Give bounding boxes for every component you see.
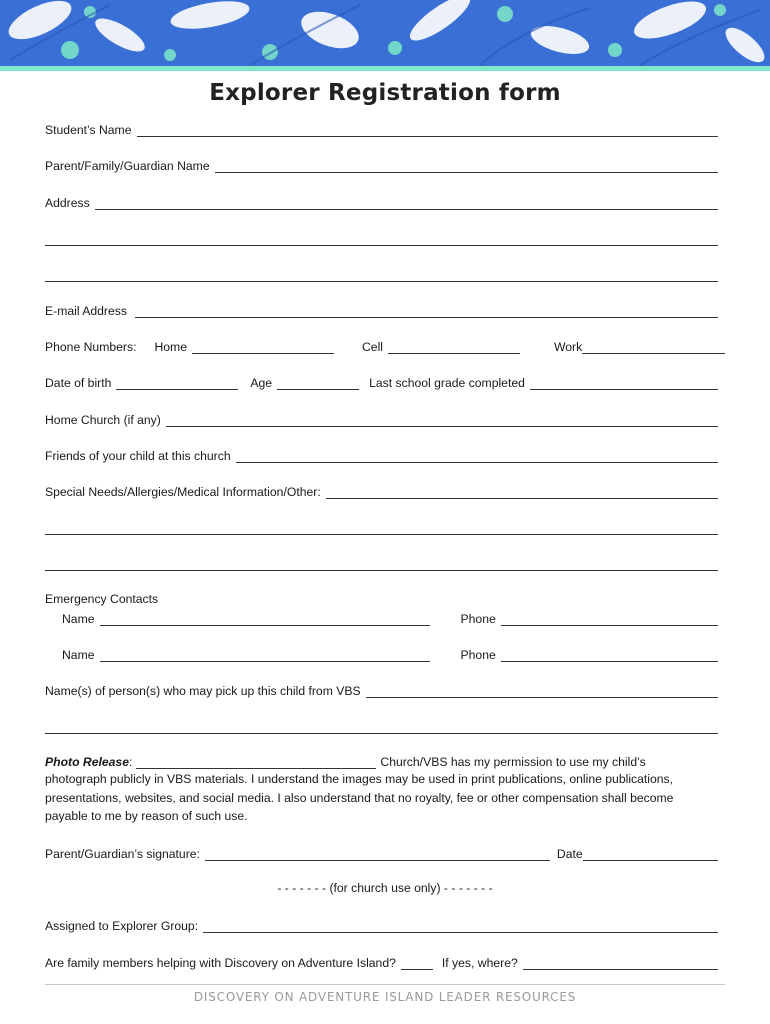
address-field[interactable] (45, 194, 718, 210)
dob-label: Date of birth (45, 376, 112, 390)
date-label: Date (556, 847, 583, 861)
photo-release-colon: : (129, 755, 133, 769)
phone-home-line[interactable] (192, 342, 334, 354)
address-line-1[interactable] (95, 198, 718, 210)
parent-name-label: Parent/Family/Guardian Name (45, 159, 210, 173)
header-banner (0, 0, 770, 70)
phone-work-label: Work (553, 340, 583, 354)
parent-name-field[interactable] (45, 157, 718, 173)
friends-field[interactable] (45, 447, 718, 463)
ec1-name-label: Name (62, 612, 95, 626)
friends-label: Friends of your child at this church (45, 449, 231, 463)
signature-row (45, 845, 718, 861)
special-needs-field-2[interactable] (45, 519, 718, 535)
student-name-field[interactable] (45, 121, 718, 137)
assigned-group-field[interactable] (45, 917, 718, 933)
pickup-line-1[interactable] (366, 686, 718, 698)
emergency-contact-2 (62, 646, 718, 662)
home-church-field[interactable] (45, 411, 718, 427)
photo-release-label: Photo Release (45, 755, 129, 769)
email-label: E-mail Address (45, 304, 127, 318)
pickup-field-2[interactable] (45, 718, 718, 734)
assigned-group-line[interactable] (203, 921, 718, 933)
page-title: Explorer Registration form (209, 80, 561, 106)
parent-name-line[interactable] (215, 161, 718, 173)
special-needs-field[interactable] (45, 483, 718, 499)
age-line[interactable] (277, 378, 359, 390)
ec1-name-line[interactable] (100, 614, 430, 626)
student-name-line[interactable] (137, 125, 719, 137)
dob-row (45, 374, 718, 390)
tropical-leaves-illustration (0, 0, 770, 70)
address-field-3[interactable] (45, 266, 718, 282)
family-helping-line[interactable] (401, 958, 433, 970)
ec2-name-line[interactable] (100, 650, 430, 662)
emergency-contacts-heading: Emergency Contacts (45, 592, 159, 606)
phone-cell-line[interactable] (388, 342, 520, 354)
home-church-label: Home Church (if any) (45, 413, 161, 427)
banner-edge (0, 66, 770, 71)
email-line[interactable] (135, 306, 718, 318)
address-label: Address (45, 196, 90, 210)
dob-line[interactable] (116, 378, 238, 390)
email-field[interactable] (45, 302, 718, 318)
signature-label: Parent/Guardian’s signature: (45, 847, 200, 861)
phone-numbers-row (45, 338, 725, 354)
special-needs-field-3[interactable] (45, 555, 718, 571)
pickup-label: Name(s) of person(s) who may pick up this child from VBS (45, 684, 361, 698)
date-line[interactable] (583, 849, 718, 861)
footer-divider (45, 984, 725, 985)
grade-label: Last school grade completed (369, 376, 525, 390)
footer-text: DISCOVERY ON ADVENTURE ISLAND LEADER RESOURCES (193, 990, 577, 1004)
address-line-2[interactable] (45, 234, 718, 246)
photo-release-row (45, 753, 718, 769)
phone-work-line[interactable] (582, 342, 725, 354)
ec2-name-label: Name (62, 648, 95, 662)
special-needs-line-1[interactable] (326, 487, 718, 499)
address-line-3[interactable] (45, 270, 718, 282)
family-helping-row (45, 954, 718, 970)
special-needs-line-3[interactable] (45, 559, 718, 571)
special-needs-line-2[interactable] (45, 523, 718, 535)
pickup-field[interactable] (45, 682, 718, 698)
grade-line[interactable] (530, 378, 718, 390)
photo-release-line1: Church/VBS has my permission to use my child’s (380, 755, 646, 769)
phone-numbers-label: Phone Numbers: (45, 340, 137, 354)
ec1-phone-line[interactable] (501, 614, 718, 626)
special-needs-label: Special Needs/Allergies/Medical Information/Other: (45, 485, 321, 499)
family-helping-label: Are family members helping with Discovery on Adventure Island? (45, 956, 396, 970)
emergency-contact-1 (62, 610, 718, 626)
age-label: Age (250, 376, 273, 390)
phone-home-label: Home (154, 340, 187, 354)
church-use-divider: - - - - - - - (for church use only) - - - - - - - (277, 881, 493, 895)
if-yes-line[interactable] (523, 958, 718, 970)
ec2-phone-label: Phone (460, 648, 496, 662)
signature-line[interactable] (205, 849, 550, 861)
pickup-line-2[interactable] (45, 722, 718, 734)
photo-release-text: photograph publicly in VBS materials. I understand the images may be used in print publications, online publications, presentations, websites, and social media. I also understand that no royalty, fee or other compensation shall become payable to me by reason of such use. (45, 772, 674, 824)
friends-line[interactable] (236, 451, 718, 463)
address-field-2[interactable] (45, 230, 718, 246)
ec2-phone-line[interactable] (501, 650, 718, 662)
ec1-phone-label: Phone (460, 612, 496, 626)
photo-release-church-line[interactable] (136, 757, 376, 769)
assigned-group-label: Assigned to Explorer Group: (45, 919, 199, 933)
phone-cell-label: Cell (361, 340, 383, 354)
if-yes-label: If yes, where? (441, 956, 518, 970)
student-name-label: Student’s Name (45, 123, 132, 137)
home-church-line[interactable] (166, 415, 718, 427)
